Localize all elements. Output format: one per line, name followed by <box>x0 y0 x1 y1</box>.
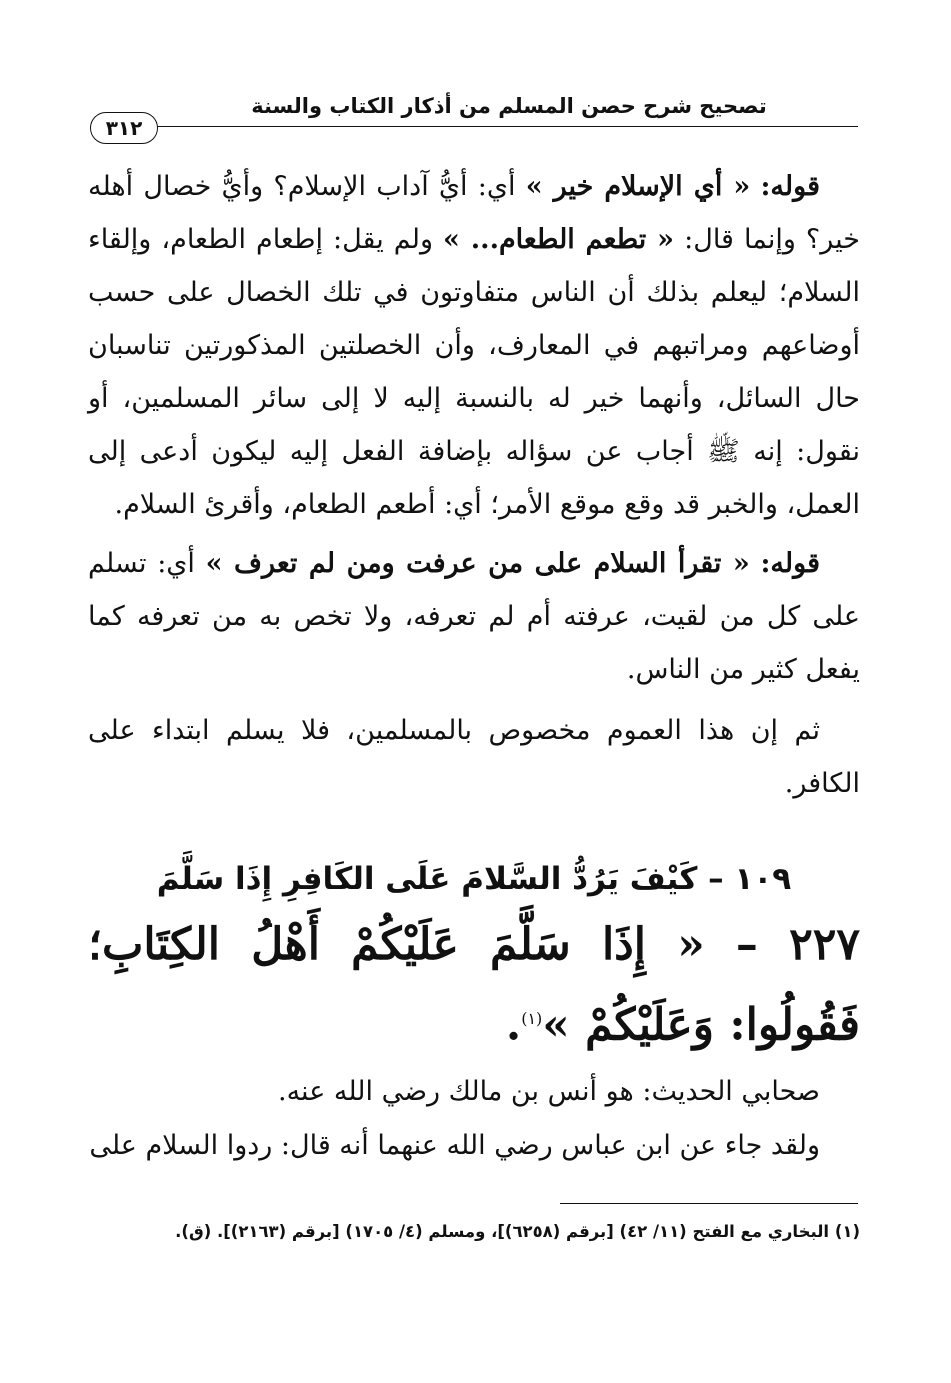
hadith-end: . <box>505 999 522 1051</box>
para2-text: أي: تسلم على كل من لقيت، عرفته أم لم تعرفه، ولا تخص به من تعرفه كما يفعل كثير من الناس. <box>88 548 860 685</box>
hadith-body: ٢٢٧ – « إِذَا سَلَّمَ عَلَيْكُمْ أَهْلُ الكِتَابِ؛ فَقُولُوا: وَعَلَيْكُمْ » <box>88 919 860 1051</box>
running-header <box>90 92 858 140</box>
hadith-narrator: صحابي الحديث: هو أنس بن مالك رضي الله عنه. <box>277 1075 820 1107</box>
footnote: (١) البخاري مع الفتح (١١/ ٤٢) [برقم (٦٢٥٨)]، ومسلم (٤/ ١٧٠٥) [برقم (٢١٦٣)]. (ق). <box>175 1222 860 1241</box>
para1-quote2: « تطعم الطعام... » <box>443 224 675 255</box>
footnote-ref: (١) <box>521 1009 543 1028</box>
para1-quote1: « أي الإسلام خير » <box>525 171 751 202</box>
hadith-text <box>88 908 860 1063</box>
page-number: ٣١٢ <box>90 112 158 144</box>
para2-lead: قوله: <box>760 548 820 579</box>
paragraph-2 <box>88 537 860 696</box>
paragraph-3: ثم إن هذا العموم مخصوص بالمسلمين، فلا يسلم ابتداء على الكافر. <box>88 715 860 799</box>
para2-quote: « تقرأ السلام على من عرفت ومن لم تعرف » <box>205 548 750 579</box>
para1-lead: قوله: <box>760 171 820 202</box>
chapter-title: ١٠٩ – كَيْفَ يَرُدُّ السَّلامَ عَلَى الكَافِرِ إِذَا سَلَّمَ <box>156 861 792 897</box>
para1-text1: أي: أيُّ آداب الإسلام؟ وأيُّ خصال أهله خير؟ وإنما قال: <box>88 171 860 255</box>
book-title: تصحيح شرح حصن المسلم من أذكار الكتاب والسنة <box>251 94 767 118</box>
footnote-rule <box>560 1203 858 1204</box>
header-rule <box>90 126 858 127</box>
paragraph-1 <box>88 160 860 531</box>
paragraph-4: ولقد جاء عن ابن عباس رضي الله عنهما أنه قال: ردوا السلام على <box>89 1129 820 1161</box>
para1-text2: ولم يقل: إطعام الطعام، وإلقاء السلام؛ ليعلم بذلك أن الناس متفاوتون في تلك الخصال على حسب أوضاعهم ومراتبهم في المعارف، وأن الخصلتين المذكورتين تناسبان حال السائل، وأنهما خير له بالنسبة إليه لا إلى سائر المسلمين، أو نقول: إنه ﷺ أجاب عن سؤاله بإضافة الفعل إليه ليكون أدعى إلى العمل، والخبر قد وقع موقع الأمر؛ أي: أطعم الطعام، وأقرئ السلام. <box>88 224 860 520</box>
page-body <box>88 160 860 1171</box>
